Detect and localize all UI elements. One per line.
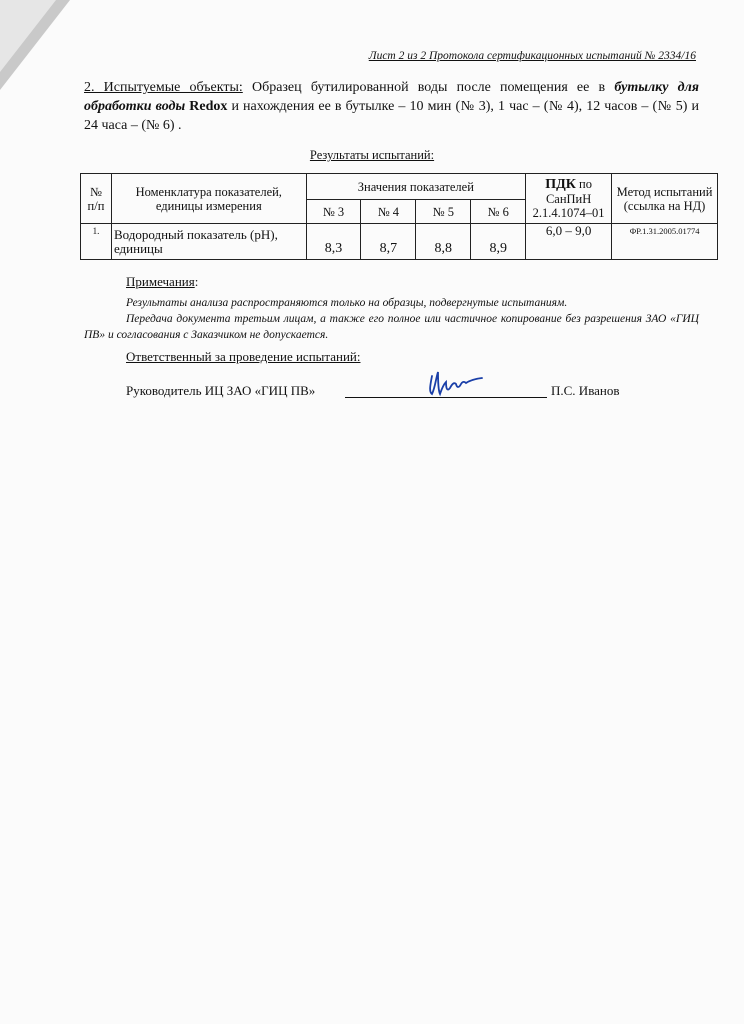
results-table <box>80 173 718 260</box>
header-pdk <box>526 174 612 224</box>
brand-name: Redox <box>185 99 228 114</box>
note-1: Результаты анализа распространяются только на образцы, подвергнутые испытаниям. <box>126 297 568 309</box>
test-objects-text-continued: и нахождения ее в бутылке – 10 мин (№ 3), 1 час – (№ 4), 12 часов – (№ 5) и 24 часа – (№ 6) . <box>84 99 699 133</box>
row-name: Водородный показатель (pH), единицы <box>111 224 306 260</box>
row-value-6: 8,9 <box>471 224 526 260</box>
product-name: бутылку для обработки воды <box>84 80 699 114</box>
header-pdk-bold: ПДК <box>545 177 576 192</box>
signatory-name: П.С. Иванов <box>551 383 620 398</box>
row-norm: 6,0 – 9,0 <box>526 224 612 260</box>
header-method: Метод испытаний (ссылка на НД) <box>612 174 718 224</box>
header-pdk-rest: по СанПиН 2.1.4.1074–01 <box>532 177 605 220</box>
row-value-3: 8,3 <box>306 224 361 260</box>
notes-title-text: Примечания <box>126 274 195 289</box>
row-num: 1. <box>81 224 112 260</box>
notes-title-colon: : <box>194 274 199 289</box>
note-2: Передача документа третьим лицам, а также его полное или частичное копирование без разрешения ЗАО «ГИЦ ПВ» и согласования с Заказчиком не допускается. <box>84 313 699 341</box>
row-method: ФР.1.31.2005.01774 <box>612 224 718 260</box>
handwritten-signature <box>426 366 486 398</box>
row-value-5: 8,8 <box>416 224 471 260</box>
test-objects-text: Образец бутилированной воды после помещения ее в <box>242 80 615 95</box>
header-num: № п/п <box>81 174 112 224</box>
header-sample-3: № 3 <box>306 200 361 224</box>
signatory-role: Руководитель ИЦ ЗАО «ГИЦ ПВ» <box>126 383 316 398</box>
header-sample-6: № 6 <box>471 200 526 224</box>
page-corner-fold-highlight <box>0 0 56 72</box>
notes-title <box>126 274 198 290</box>
results-title-text: Результаты испытаний: <box>309 148 435 162</box>
page-header: Лист 2 из 2 Протокола сертификационных испытаний № 2334/16 <box>368 50 696 62</box>
header-sample-5: № 5 <box>416 200 471 224</box>
responsible-heading: Ответственный за проведение испытаний: <box>126 349 361 364</box>
header-values: Значения показателей <box>306 174 526 200</box>
row-value-4: 8,7 <box>361 224 416 260</box>
results-title <box>0 148 744 163</box>
test-objects-label: 2. Испытуемые объекты: <box>84 80 243 95</box>
test-objects-paragraph <box>84 78 699 135</box>
header-name: Номенклатура показателей, единицы измерения <box>111 174 306 224</box>
header-sample-4: № 4 <box>361 200 416 224</box>
table-row <box>81 224 718 260</box>
